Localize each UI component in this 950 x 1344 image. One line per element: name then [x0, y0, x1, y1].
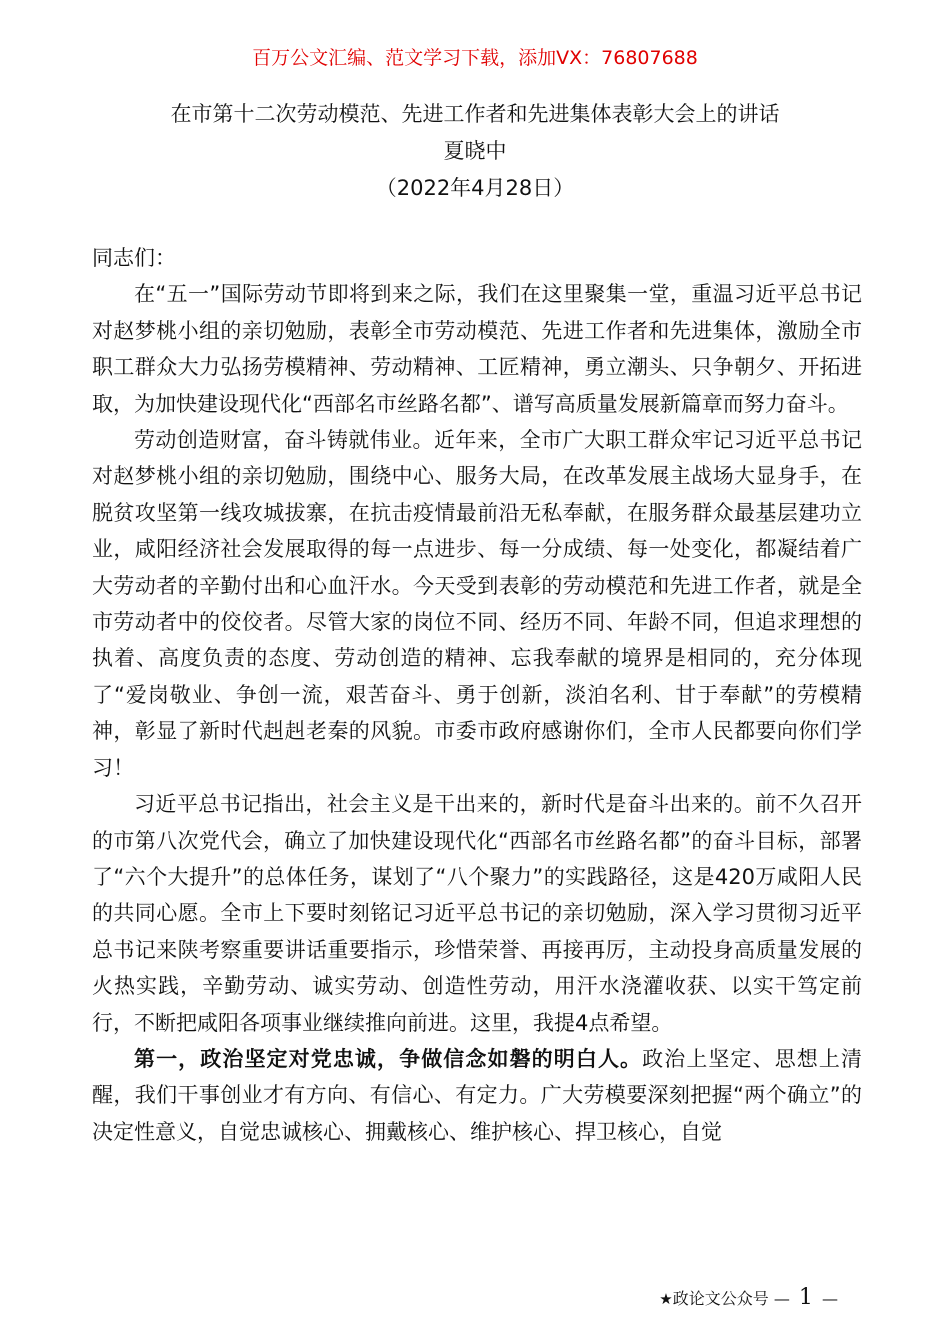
- footer-dash-right: —: [822, 1289, 838, 1308]
- speaker-name: 夏晓中: [443, 139, 507, 163]
- paragraph-4-text: 政治上坚定、思想上清醒，我们干事创业才有方向、有信心、有定力。广大劳模要深刻把握“两个确立”的决定性意义，自觉忠诚核心、拥戴核心、维护核心、捍卫核心，自觉: [92, 1046, 862, 1144]
- paragraph-3: 习近平总书记指出，社会主义是干出来的，新时代是奋斗出来的。前不久召开的市第八次党代会，确立了加快建设现代化“西部名市丝路名都”的奋斗目标，部署了“六个大提升”的总体任务，谋划了“八个聚力”的实践路径，这是420万咸阳人民的共同心愿。全市上下要时刻铭记习近平总书记的亲切勉励，深入学习贯彻习近平总书记来陕考察重要讲话重要指示，珍惜荣誉、再接再厉，主动投身高质量发展的火热实践，辛勤劳动、诚实劳动、创造性劳动，用汗水浇灌收获、以实干笃定前行，不断把咸阳各项事业继续推向前进。这里，我提4点希望。: [92, 792, 862, 1035]
- paragraph-2: 劳动创造财富，奋斗铸就伟业。近年来，全市广大职工群众牢记习近平总书记对赵梦桃小组的亲切勉励，围绕中心、服务大局，在改革发展主战场大显身手，在脱贫攻坚第一线攻城拔寨，在抗击疫情最前沿无私奉献，在服务群众最基层建功立业，咸阳经济社会发展取得的每一点进步、每一分成绩、每一处变化，都凝结着广大劳动者的辛勤付出和心血汗水。今天受到表彰的劳动模范和先进工作者，就是全市劳动者中的佼佼者。尽管大家的岗位不同、经历不同、年龄不同，但追求理想的执着、高度负责的态度、劳动创造的精神、忘我奉献的境界是相同的，充分体现了“爱岗敬业、争创一流，艰苦奋斗、勇于创新，淡泊名利、甘于奉献”的劳模精神，彰显了新时代赳赳老秦的风貌。市委市政府感谢你们，全市人民都要向你们学习！: [92, 428, 862, 780]
- star-icon: ★: [659, 1290, 673, 1308]
- speech-title: 在市第十二次劳动模范、先进工作者和先进集体表彰大会上的讲话: [170, 102, 780, 126]
- paragraph-4-heading: 第一，政治坚定对党忠诚，争做信念如磐的明白人。: [134, 1046, 643, 1071]
- promo-banner: 百万公文汇编、范文学习下载，添加VX：76807688: [252, 47, 698, 69]
- page-number: 1: [798, 1285, 813, 1310]
- salutation: 同志们：: [92, 246, 176, 270]
- page-footer: [659, 1286, 838, 1311]
- paragraph-4: [92, 1041, 862, 1150]
- speech-body: [92, 240, 862, 1150]
- footer-dash-left: —: [773, 1289, 790, 1308]
- title-block: [0, 96, 950, 207]
- footer-source: 政论文公众号: [672, 1289, 769, 1308]
- speech-date: （2022年4月28日）: [375, 176, 575, 200]
- paragraph-1: 在“五一”国际劳动节即将到来之际，我们在这里聚集一堂，重温习近平总书记对赵梦桃小组的亲切勉励，表彰全市劳动模范、先进工作者和先进集体，激励全市职工群众大力弘扬劳模精神、劳动精神、工匠精神，勇立潮头、只争朝夕、开拓进取，为加快建设现代化“西部名市丝路名都”、谱写高质量发展新篇章而努力奋斗。: [92, 282, 862, 416]
